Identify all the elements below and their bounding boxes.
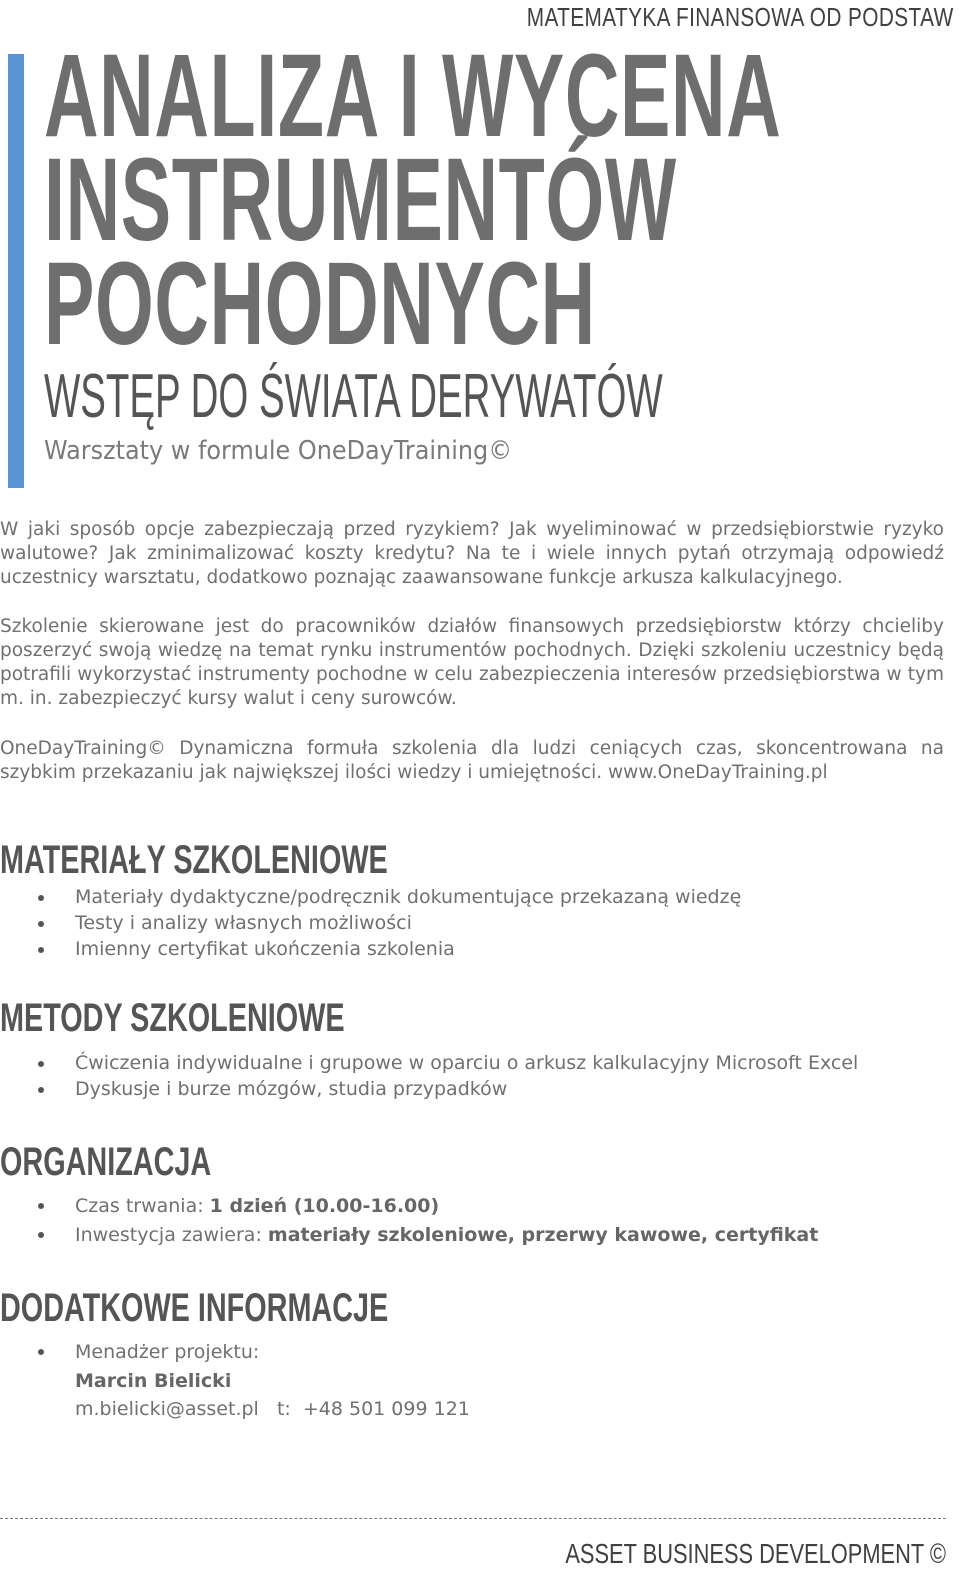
main-title-line-1: ANALIZA I WYCENA: [44, 30, 782, 162]
intro-paragraph-2: Szkolenie skierowane jest do pracowników działów finansowych przedsiębiorstw którzy chcieliby poszerzyć swoją wiedzę na temat rynku instrumentów pochodnych. Dzięki szkoleniu uczestnicy będą potrafili wykorzystać instrumenty pochodne w celu zabezpieczenia interesów przedsiębiorstwa w tym m. in. zabezpieczyć kursy walut i ceny surowców.: [0, 616, 944, 709]
subtitle: WSTĘP DO ŚWIATA DERYWATÓW: [44, 362, 663, 431]
series-title: MATEMATYKA FINANSOWA OD PODSTAW: [527, 2, 954, 32]
list-item: Imienny certyfikat ukończenia szkolenia: [0, 936, 940, 962]
intro-paragraph-1: W jaki sposób opcje zabezpieczają przed ryzykiem? Jak wyeliminować w przedsiębiorstwie ryzyko walutowe? Jak zminimalizować koszty kredytu? Na te i wiele innych pytań otrzymają odpowiedź uczestnicy warsztatu, dodatkowo poznając zaawansowane funkcje arkusza kalkulacyjnego.: [0, 519, 944, 588]
methods-heading: METODY SZKOLENIOWE: [0, 996, 345, 1040]
bullet-icon: [38, 947, 44, 953]
list-item: Czas trwania: 1 dzień (10.00-16.00): [0, 1192, 940, 1221]
bullet-icon: [38, 1232, 44, 1238]
materials-heading: MATERIAŁY SZKOLENIOWE: [0, 838, 388, 882]
list-item: Inwestycja zawiera: materiały szkoleniowe, przerwy kawowe, certyfikat: [0, 1221, 940, 1250]
methods-list: [0, 1050, 940, 1102]
organization-list: [0, 1192, 940, 1250]
bullet-icon: [38, 1349, 44, 1355]
list-item: Ćwiczenia indywidualne i grupowe w oparciu o arkusz kalkulacyjny Microsoft Excel: [0, 1050, 940, 1076]
footer-brand: ASSET BUSINESS DEVELOPMENT ©: [565, 1538, 946, 1569]
footer-divider: [0, 1518, 946, 1519]
main-title: [44, 30, 876, 370]
investment-value: materiały szkoleniowe, przerwy kawowe, certyfikat: [267, 1224, 819, 1246]
manager-label: Menadżer projektu:: [75, 1341, 260, 1363]
accent-bar: [8, 54, 24, 488]
materials-list: [0, 884, 940, 962]
manager-details: [0, 1367, 470, 1423]
title-block: [44, 30, 944, 370]
manager-contact: m.bielicki@asset.pl t: +48 501 099 121: [75, 1398, 470, 1420]
main-title-line-2: INSTRUMENTÓW: [44, 134, 677, 266]
bullet-icon: [38, 1203, 44, 1209]
tagline: Warsztaty w formule OneDayTraining©: [44, 436, 513, 466]
list-item: Materiały dydaktyczne/podręcznik dokumentujące przekazaną wiedzę: [0, 884, 940, 910]
bullet-icon: [38, 921, 44, 927]
list-item: [0, 1338, 940, 1367]
additional-info-heading: DODATKOWE INFORMACJE: [0, 1286, 389, 1330]
main-title-line-3: POCHODNYCH: [44, 238, 596, 370]
additional-info-list: [0, 1338, 940, 1367]
bullet-icon: [38, 1087, 44, 1093]
intro-paragraph-3: OneDayTraining© Dynamiczna formuła szkolenia dla ludzi ceniących czas, skoncentrowana na szybkim przekazaniu jak największej ilości wiedzy i umiejętności. www.OneDayTraining.pl: [0, 738, 944, 783]
list-item: Dyskusje i burze mózgów, studia przypadków: [0, 1076, 940, 1102]
list-item: Testy i analizy własnych możliwości: [0, 910, 940, 936]
organization-heading: ORGANIZACJA: [0, 1140, 212, 1184]
duration-value: 1 dzień (10.00-16.00): [209, 1195, 440, 1217]
bullet-icon: [38, 895, 44, 901]
manager-name: Marcin Bielicki: [75, 1370, 232, 1392]
bullet-icon: [38, 1061, 44, 1067]
